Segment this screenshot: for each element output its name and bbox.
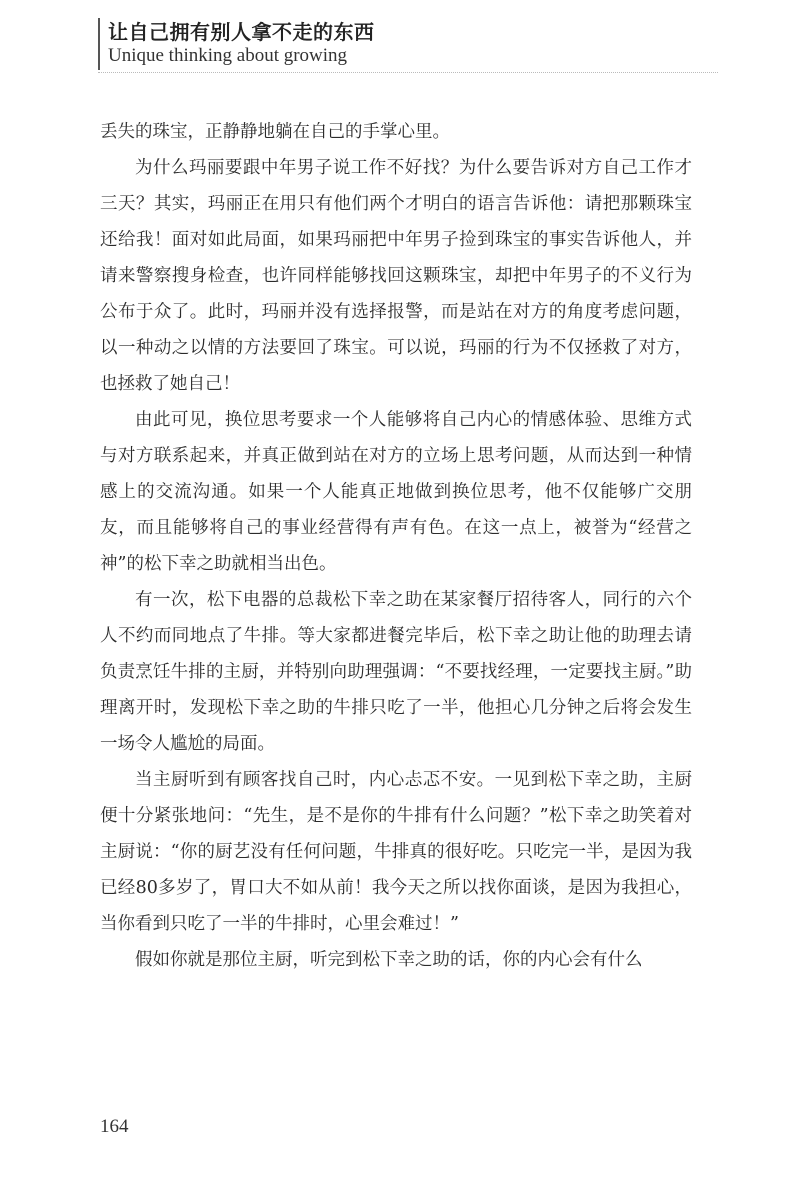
book-subtitle: Unique thinking about growing — [108, 45, 348, 66]
paragraph-continued: 丢失的珠宝，正静静地躺在自己的手掌心里。 — [100, 122, 450, 142]
paragraph: 由此可见，换位思考要求一个人能够将自己内心的情感体验、思维方式与对方联系起来，并真正做到站在对方的立场上思考问题，从而达到一种情感上的交流沟通。如果一个人能真正地做到换位思考，他不仅能够广交朋友，而且能够将自己的事业经营得有声有色。在这一点上，被誉为“经营之神”的松下幸之助就相当出色。 — [100, 410, 692, 574]
page-body — [100, 114, 692, 978]
paragraph: 有一次，松下电器的总裁松下幸之助在某家餐厅招待客人，同行的六个人不约而同地点了牛排。等大家都进餐完毕后，松下幸之助让他的助理去请负责烹饪牛排的主厨，并特别向助理强调：“不要找经理，一定要找主厨。”助理离开时，发现松下幸之助的牛排只吃了一半，他担心几分钟之后将会发生一场令人尴尬的局面。 — [100, 590, 692, 754]
paragraph: 假如你就是那位主厨，听完到松下幸之助的话，你的内心会有什么 — [135, 950, 643, 970]
running-header — [98, 14, 718, 76]
paragraph: 当主厨听到有顾客找自己时，内心忐忑不安。一见到松下幸之助，主厨便十分紧张地问：“先生，是不是你的牛排有什么问题？”松下幸之助笑着对主厨说：“你的厨艺没有任何问题，牛排真的很好吃。只吃完一半，是因为我已经80多岁了，胃口大不如从前！我今天之所以找你面谈，是因为我担心，当你看到只吃了一半的牛排时，心里会难过！” — [100, 770, 692, 934]
paragraph: 为什么玛丽要跟中年男子说工作不好找？为什么要告诉对方自己工作才三天？其实，玛丽正在用只有他们两个才明白的语言告诉他：请把那颗珠宝还给我！面对如此局面，如果玛丽把中年男子捡到珠宝的事实告诉他人，并请来警察搜身检查，也许同样能够找回这颗珠宝，却把中年男子的不义行为公布于众了。此时，玛丽并没有选择报警，而是站在对方的角度考虑问题，以一种动之以情的方法要回了珠宝。可以说，玛丽的行为不仅拯救了对方，也拯救了她自己！ — [100, 158, 692, 394]
header-divider — [98, 72, 718, 73]
header-accent-bar — [98, 18, 100, 70]
page-number: 164 — [100, 1116, 129, 1137]
book-title: 让自己拥有别人拿不走的东西 — [108, 20, 375, 44]
